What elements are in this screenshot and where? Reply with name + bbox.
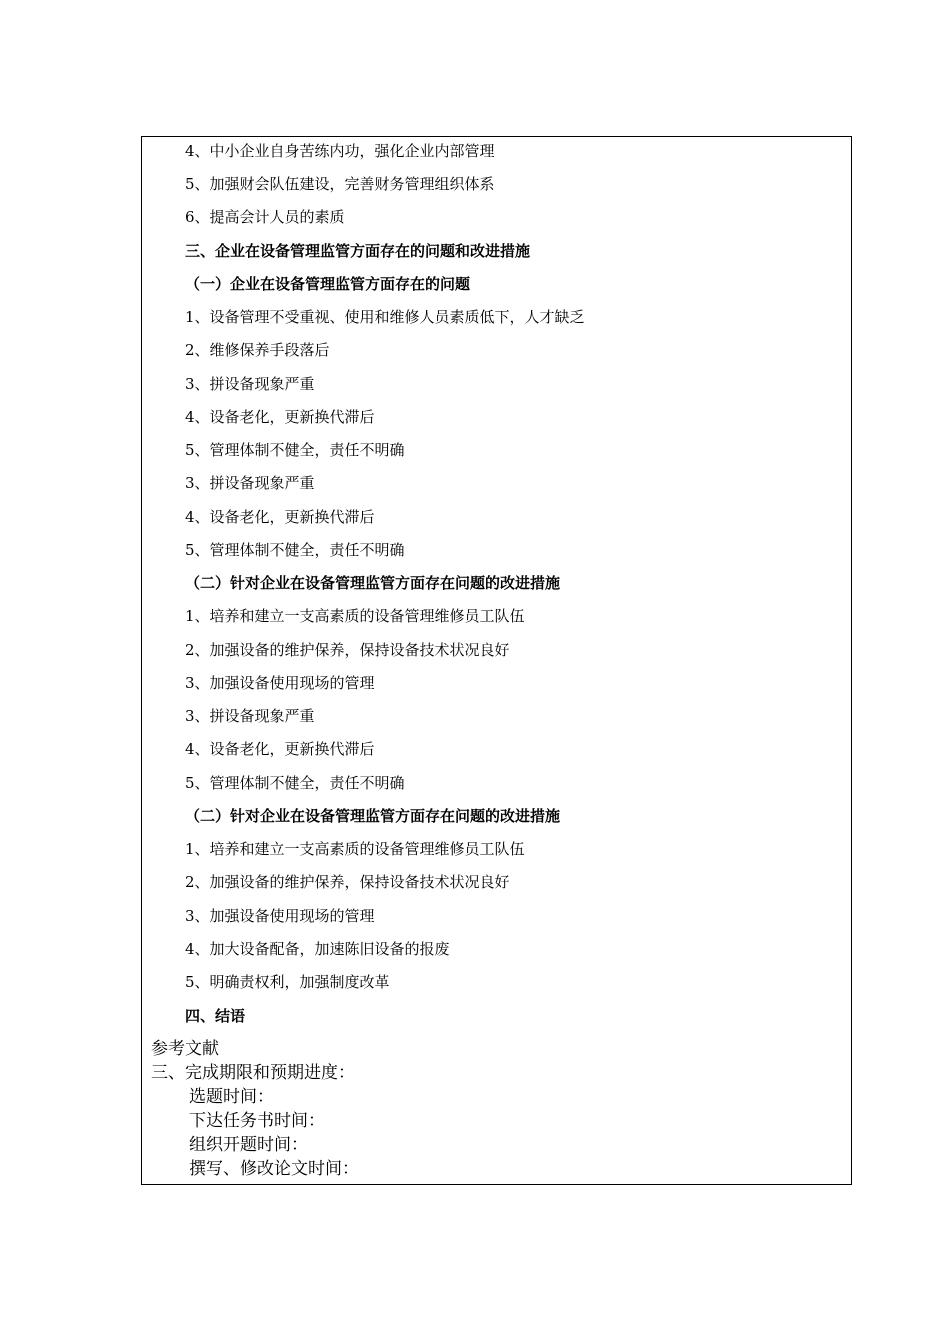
list-item: 1、培养和建立一支高素质的设备管理维修员工队伍 (185, 840, 525, 858)
schedule-item: 选题时间： (189, 1087, 274, 1107)
list-item: 4、设备老化，更新换代滞后 (185, 740, 375, 758)
list-item: 4、中小企业自身苦练内功，强化企业内部管理 (185, 142, 495, 160)
subsection-heading: （一）企业在设备管理监管方面存在的问题 (185, 275, 471, 293)
list-item: 3、拼设备现象严重 (185, 707, 315, 725)
list-item: 3、拼设备现象严重 (185, 474, 315, 492)
list-item: 5、管理体制不健全，责任不明确 (185, 441, 405, 459)
list-item: 5、管理体制不健全，责任不明确 (185, 774, 405, 792)
list-item: 1、培养和建立一支高素质的设备管理维修员工队伍 (185, 607, 525, 625)
schedule-item: 组织开题时间： (189, 1135, 308, 1155)
section-heading: 三、企业在设备管理监管方面存在的问题和改进措施 (185, 242, 531, 260)
list-item: 3、加强设备使用现场的管理 (185, 907, 375, 925)
schedule-heading: 三、完成期限和预期进度： (151, 1063, 355, 1083)
list-item: 4、设备老化，更新换代滞后 (185, 408, 375, 426)
list-item: 2、维修保养手段落后 (185, 341, 330, 359)
subsection-heading: （二）针对企业在设备管理监管方面存在问题的改进措施 (185, 574, 561, 592)
list-item: 2、加强设备的维护保养，保持设备技术状况良好 (185, 641, 510, 659)
schedule-item: 撰写、修改论文时间： (189, 1159, 359, 1179)
list-item: 1、设备管理不受重视、使用和维修人员素质低下，人才缺乏 (185, 308, 585, 326)
list-item: 6、提高会计人员的素质 (185, 208, 345, 226)
list-item: 5、明确责权利，加强制度改革 (185, 973, 390, 991)
references-heading: 参考文献 (151, 1039, 219, 1059)
content-box (141, 136, 852, 1185)
schedule-item: 下达任务书时间： (189, 1111, 325, 1131)
list-item: 4、加大设备配备，加速陈旧设备的报废 (185, 940, 450, 958)
list-item: 3、拼设备现象严重 (185, 375, 315, 393)
list-item: 5、管理体制不健全，责任不明确 (185, 541, 405, 559)
list-item: 5、加强财会队伍建设，完善财务管理组织体系 (185, 175, 495, 193)
section-heading: 四、结语 (185, 1007, 246, 1025)
list-item: 2、加强设备的维护保养，保持设备技术状况良好 (185, 873, 510, 891)
list-item: 4、设备老化，更新换代滞后 (185, 508, 375, 526)
subsection-heading: （二）针对企业在设备管理监管方面存在问题的改进措施 (185, 807, 561, 825)
list-item: 3、加强设备使用现场的管理 (185, 674, 375, 692)
